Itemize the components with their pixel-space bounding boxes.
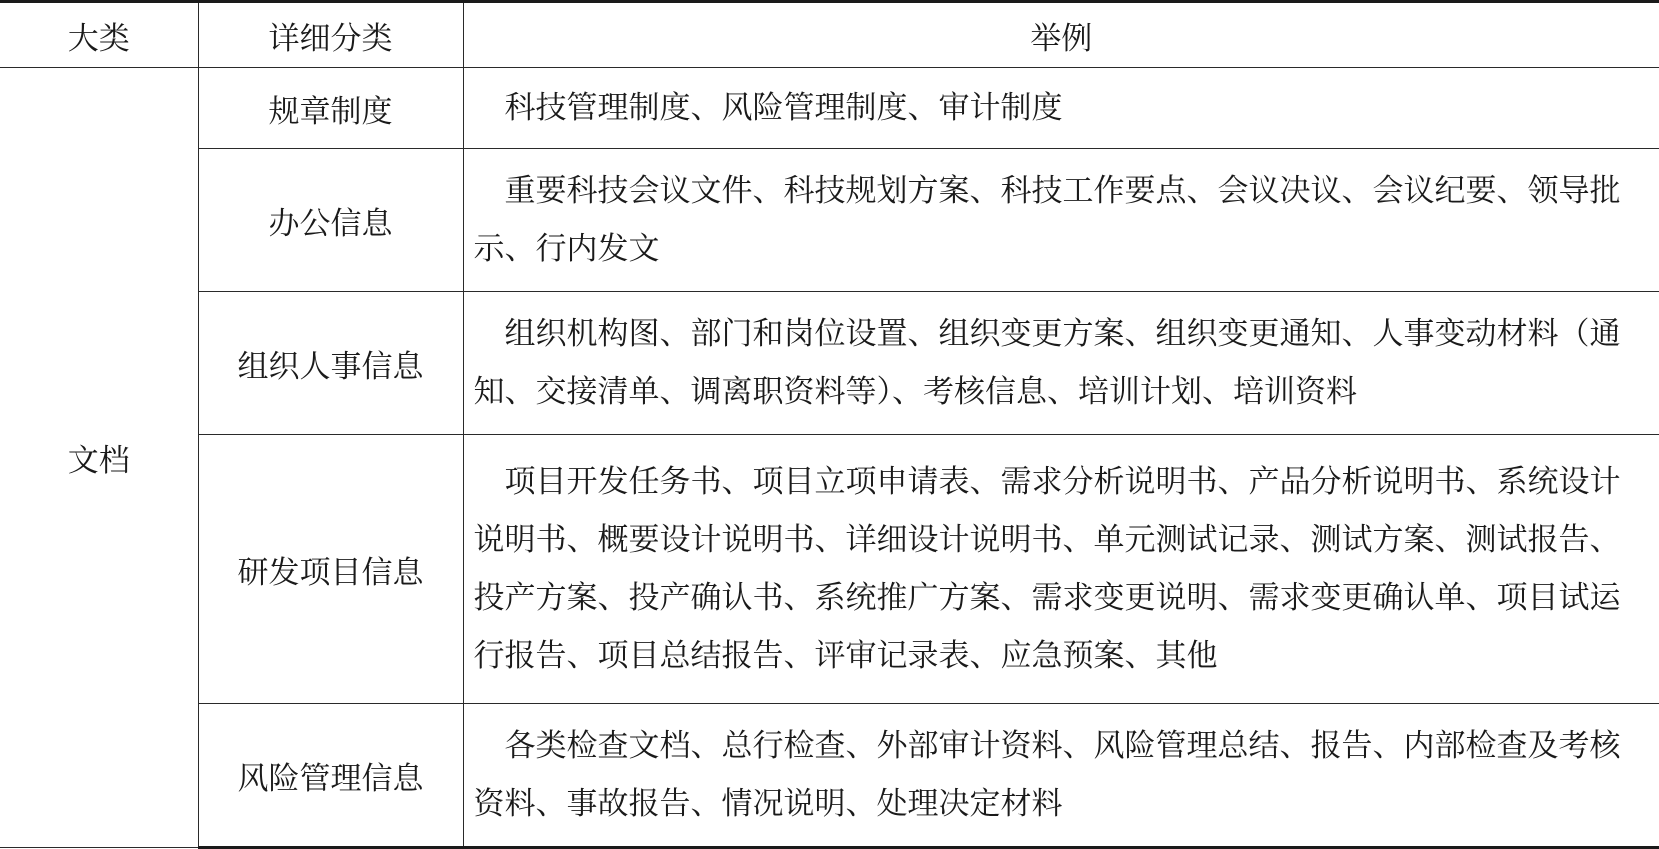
header-example: 举例 xyxy=(463,2,1659,68)
table-row xyxy=(0,704,1659,848)
subcategory-cell: 风险管理信息 xyxy=(198,704,463,848)
example-text: 各类检查文档、总行检查、外部审计资料、风险管理总结、报告、内部检查及考核资料、事故报告、情况说明、处理决定材料 xyxy=(473,728,1621,822)
header-category: 大类 xyxy=(0,2,198,68)
subcategory-cell: 研发项目信息 xyxy=(198,435,463,704)
table-header-row xyxy=(0,2,1659,68)
example-cell xyxy=(463,704,1659,848)
example-cell xyxy=(463,292,1659,435)
category-cell: 文档 xyxy=(0,68,198,848)
example-cell xyxy=(463,435,1659,704)
subcategory-cell: 办公信息 xyxy=(198,149,463,292)
table-row xyxy=(0,68,1659,149)
table-row xyxy=(0,149,1659,292)
example-text: 重要科技会议文件、科技规划方案、科技工作要点、会议决议、会议纪要、领导批示、行内发文 xyxy=(473,173,1621,267)
table-row xyxy=(0,292,1659,435)
subcategory-cell: 规章制度 xyxy=(198,68,463,149)
example-text: 项目开发任务书、项目立项申请表、需求分析说明书、产品分析说明书、系统设计说明书、概要设计说明书、详细设计说明书、单元测试记录、测试方案、测试报告、投产方案、投产确认书、系统推广方案、需求变更说明、需求变更确认单、项目试运行报告、项目总结报告、评审记录表、应急预案、其他 xyxy=(473,464,1621,674)
table-row xyxy=(0,435,1659,704)
example-text: 组织机构图、部门和岗位设置、组织变更方案、组织变更通知、人事变动材料（通知、交接清单、调离职资料等）、考核信息、培训计划、培训资料 xyxy=(473,316,1621,410)
subcategory-cell: 组织人事信息 xyxy=(198,292,463,435)
example-text: 科技管理制度、风险管理制度、审计制度 xyxy=(504,90,1063,126)
example-cell xyxy=(463,68,1659,149)
header-subcategory: 详细分类 xyxy=(198,2,463,68)
example-cell xyxy=(463,149,1659,292)
